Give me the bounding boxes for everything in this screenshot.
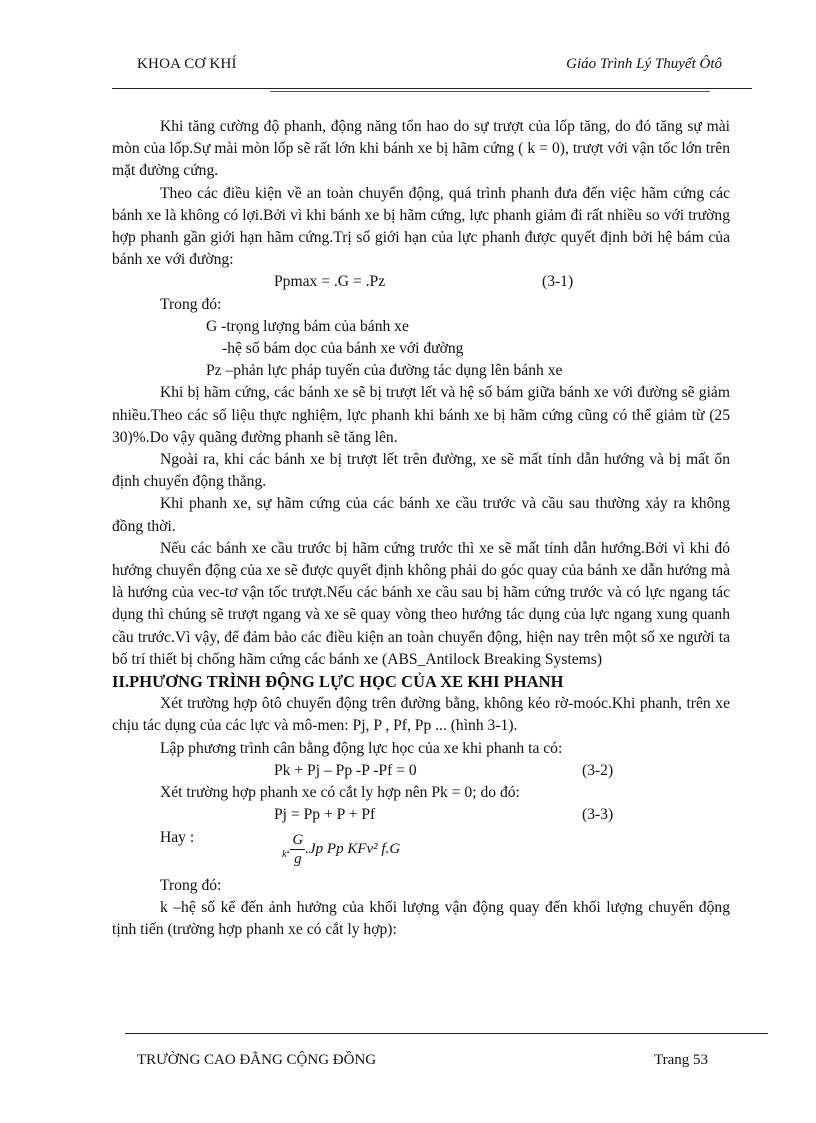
paragraph: Nếu các bánh xe cầu trước bị hãm cứng trước thì xe sẽ mất tính dẫn hướng.Bởi vì khi đó hướng chuyển động của xe sẽ được quyết định không phải do góc quay của bánh xe dẫn hướng mà là hướng của vec-tơ vận tốc trượt.Nếu các bánh xe cầu sau bị hãm cứng trước và có lực ngang tác dụng thì chúng sẽ trượt ngang và xe sẽ quay vòng theo hướng tác dụng của lực ngang xung quanh cầu trước.Vì vậy, để đảm bảo các điều kiện an toàn chuyển động, hiện nay trên một số xe người ta bố trí thiết bị chống hãm cứng các bánh xe (ABS_Antilock Breaking Systems) xyxy=(112,539,730,668)
paragraph: Theo các điều kiện về an toàn chuyển động, quá trình phanh đưa đến việc hãm cứng các bánh xe là không có lợi.Bởi vì khi bánh xe bị hãm cứng, lực phanh giảm đi rất nhiều so với trường hợp phanh gần giới hạn hãm cứng.Trị số giới hạn của lực phanh được quyết định bởi hệ bám của bánh xe với đường: xyxy=(112,184,730,269)
equation-number: (3-2) xyxy=(582,761,614,779)
equation-3-2: Pk + Pj – Pp -P -Pf = 0 (3-2) xyxy=(112,760,730,782)
header-divider-secondary xyxy=(270,91,710,92)
header-divider xyxy=(112,88,752,89)
paragraph: Xét trường hợp ôtô chuyển động trên đường bằng, không kéo rờ-moóc.Khi phanh, trên xe chịu tác dụng của các lực và mô-men: Pj, P , Pf, Pp ... (hình 3-1). xyxy=(112,695,730,735)
definition-item: G -trọng lượng bám của bánh xe xyxy=(206,317,409,335)
equation-number: (3-1) xyxy=(542,273,574,291)
page-number: Trang 53 xyxy=(653,1052,708,1068)
paragraph: Khi tăng cường độ phanh, động năng tổn hao do sự trượt của lốp tăng, do đó tăng sự mài mòn của lốp.Sự mài mòn lốp sẽ rất lớn khi bánh xe bị hãm cứng ( k = 0), trượt với vận tốc lớn trên mặt đường cứng. xyxy=(112,118,730,180)
paragraph: Lập phương trình cân bằng động lực học của xe khi phanh ta có: xyxy=(160,739,563,757)
page-content xyxy=(112,116,730,941)
paragraph: Khi phanh xe, sự hãm cứng của các bánh xe cầu trước và cầu sau thường xảy ra không đồng thời. xyxy=(112,495,730,535)
definition-item: -hệ số bám dọc của bánh xe với đường xyxy=(222,340,464,358)
where-label: Trong đó: xyxy=(160,295,222,313)
paragraph: Ngoài ra, khi các bánh xe bị trượt lết trên đường, xe sẽ mất tính dẫn hướng và bị mất ổn định chuyển động thẳng. xyxy=(112,451,730,491)
hay-label: Hay : xyxy=(160,828,195,846)
equation-3-1: Ppmax = .G = .Pz (3-1) xyxy=(112,271,730,293)
header-book-title: Giáo Trình Lý Thuyết Ôtô xyxy=(566,56,722,72)
footer-divider xyxy=(125,1033,768,1034)
header-department: KHOA CƠ KHÍ xyxy=(137,56,237,72)
paragraph: Khi bị hãm cứng, các bánh xe sẽ bị trượt lết và hệ số bám giữa bánh xe với đường sẽ giảm nhiều.Theo các số liệu thực nghiệm, lực phanh khi bánh xe bị hãm cứng cũng có thể giảm từ (25 30)%.Do vậy quãng đường phanh sẽ tăng lên. xyxy=(112,384,730,446)
section-heading: II.PHƯƠNG TRÌNH ĐỘNG LỰC HỌC CỦA XE KHI PHANH xyxy=(112,672,564,692)
definition-item: Pz –phản lực pháp tuyến của đường tác dụng lên bánh xe xyxy=(206,362,563,380)
equation-number: (3-3) xyxy=(582,806,614,824)
equation-3-3: Pj = Pp + P + Pf (3-3) xyxy=(112,804,730,826)
formula: $_k$. $\frac{G}{g}$ .Jp Pp KFv² f.G xyxy=(282,831,401,867)
paragraph: k –hệ số kể đến ảnh hưởng của khối lượng vận động quay đến khối lượng chuyển động tịnh tiến (trường hợp phanh xe có cắt ly hợp): xyxy=(112,898,730,938)
where-label: Trong đó: xyxy=(160,876,222,894)
paragraph: Xét trường hợp phanh xe có cắt ly hợp nên Pk = 0; do đó: xyxy=(160,784,520,802)
footer-school: TRƯỜNG CAO ĐẲNG CỘNG ĐỒNG xyxy=(137,1052,377,1068)
equation-expanded xyxy=(112,827,730,875)
